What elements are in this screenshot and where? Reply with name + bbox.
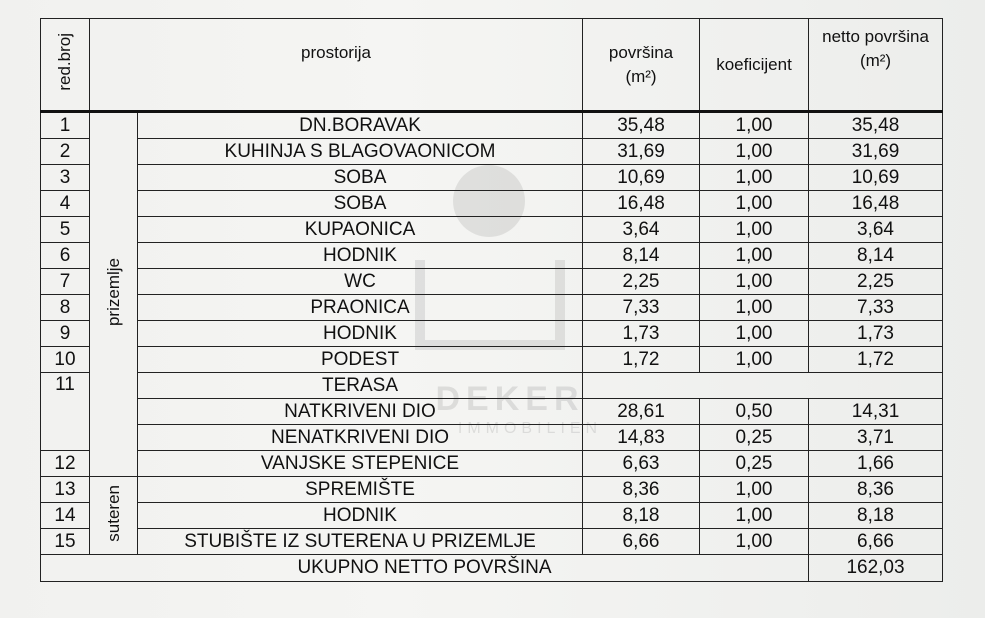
table-row [41, 425, 943, 451]
net-value: 1,73 [809, 321, 943, 347]
row-number: 8 [41, 295, 90, 321]
table-row [41, 165, 943, 191]
coef-value: 1,00 [700, 243, 809, 269]
table-row [41, 503, 943, 529]
header-row [41, 19, 943, 112]
table-row [41, 217, 943, 243]
room-name: STUBIŠTE IZ SUTERENA U PRIZEMLJE [138, 529, 583, 555]
watermark-subtext: IMMOBILIEN [457, 420, 603, 437]
table-row [41, 529, 943, 555]
group-ground-label: prizemlje [103, 257, 123, 327]
net-value: 2,25 [809, 269, 943, 295]
row-number: 7 [41, 269, 90, 295]
net-value: 8,36 [809, 477, 943, 503]
header-no: red.broj [41, 19, 90, 112]
net-value: 3,71 [809, 425, 943, 451]
total-label: UKUPNO NETTO POVRŠINA [41, 555, 809, 582]
room-name: HODNIK [138, 503, 583, 529]
area-value: 2,25 [583, 269, 700, 295]
table-row [41, 191, 943, 217]
area-value: 7,33 [583, 295, 700, 321]
room-name: WC [138, 269, 583, 295]
group-basement [90, 477, 138, 555]
table-row [41, 321, 943, 347]
table-row [41, 243, 943, 269]
row-number: 6 [41, 243, 90, 269]
header-room: prostorija [90, 19, 583, 112]
coef-value: 1,00 [700, 217, 809, 243]
blank-cell [583, 373, 943, 399]
coef-value: 1,00 [700, 295, 809, 321]
area-value: 8,36 [583, 477, 700, 503]
net-value: 10,69 [809, 165, 943, 191]
row-number: 4 [41, 191, 90, 217]
room-name: PRAONICA [138, 295, 583, 321]
total-value: 162,03 [809, 555, 943, 582]
watermark-text: DEKER [435, 380, 585, 418]
table-row [41, 269, 943, 295]
area-value: 35,48 [583, 112, 700, 139]
area-value: 31,69 [583, 139, 700, 165]
net-value: 8,14 [809, 243, 943, 269]
table-row [41, 373, 943, 399]
area-value: 14,83 [583, 425, 700, 451]
net-value: 1,72 [809, 347, 943, 373]
area-value: 8,18 [583, 503, 700, 529]
coef-value: 1,00 [700, 321, 809, 347]
room-name: TERASA [138, 373, 583, 399]
row-number: 10 [41, 347, 90, 373]
room-name: HODNIK [138, 243, 583, 269]
net-value: 14,31 [809, 399, 943, 425]
room-name: SOBA [138, 165, 583, 191]
room-name: NATKRIVENI DIO [138, 399, 583, 425]
coef-value: 1,00 [700, 347, 809, 373]
row-number: 11 [41, 373, 90, 451]
row-number: 13 [41, 477, 90, 503]
area-value: 1,72 [583, 347, 700, 373]
header-area: površina (m²) [583, 19, 700, 112]
coef-value: 1,00 [700, 112, 809, 139]
room-name: VANJSKE STEPENICE [138, 451, 583, 477]
area-value: 6,66 [583, 529, 700, 555]
header-coef: koeficijent [700, 19, 809, 112]
header-net: netto površina (m²) [809, 19, 943, 112]
row-number: 15 [41, 529, 90, 555]
net-value: 1,66 [809, 451, 943, 477]
net-value: 16,48 [809, 191, 943, 217]
row-number: 1 [41, 112, 90, 139]
coef-value: 0,50 [700, 399, 809, 425]
coef-value: 1,00 [700, 139, 809, 165]
room-name: NENATKRIVENI DIO [138, 425, 583, 451]
room-name: KUHINJA S BLAGOVAONICOM [138, 139, 583, 165]
table-row [41, 451, 943, 477]
net-value: 31,69 [809, 139, 943, 165]
area-table [40, 18, 943, 582]
coef-value: 1,00 [700, 269, 809, 295]
row-number: 9 [41, 321, 90, 347]
table-row [41, 399, 943, 425]
coef-value: 1,00 [700, 503, 809, 529]
coef-value: 1,00 [700, 191, 809, 217]
table-row [41, 347, 943, 373]
net-value: 35,48 [809, 112, 943, 139]
table-row [41, 295, 943, 321]
coef-value: 1,00 [700, 529, 809, 555]
net-value: 8,18 [809, 503, 943, 529]
coef-value: 1,00 [700, 477, 809, 503]
net-value: 7,33 [809, 295, 943, 321]
group-basement-label: suteren [103, 484, 123, 542]
room-name: KUPAONICA [138, 217, 583, 243]
coef-value: 0,25 [700, 425, 809, 451]
row-number: 12 [41, 451, 90, 477]
area-value: 6,63 [583, 451, 700, 477]
row-number: 3 [41, 165, 90, 191]
area-value: 1,73 [583, 321, 700, 347]
row-number: 2 [41, 139, 90, 165]
area-value: 16,48 [583, 191, 700, 217]
coef-value: 1,00 [700, 165, 809, 191]
row-number: 14 [41, 503, 90, 529]
room-name: SPREMIŠTE [138, 477, 583, 503]
net-value: 6,66 [809, 529, 943, 555]
net-value: 3,64 [809, 217, 943, 243]
coef-value: 0,25 [700, 451, 809, 477]
area-value: 8,14 [583, 243, 700, 269]
room-name: HODNIK [138, 321, 583, 347]
table-row [41, 477, 943, 503]
room-name: SOBA [138, 191, 583, 217]
group-ground [90, 112, 138, 477]
area-value: 28,61 [583, 399, 700, 425]
area-value: 3,64 [583, 217, 700, 243]
table-row [41, 139, 943, 165]
row-number: 5 [41, 217, 90, 243]
total-row [41, 555, 943, 582]
room-name: DN.BORAVAK [138, 112, 583, 139]
room-name: PODEST [138, 347, 583, 373]
table-row [41, 112, 943, 139]
area-value: 10,69 [583, 165, 700, 191]
